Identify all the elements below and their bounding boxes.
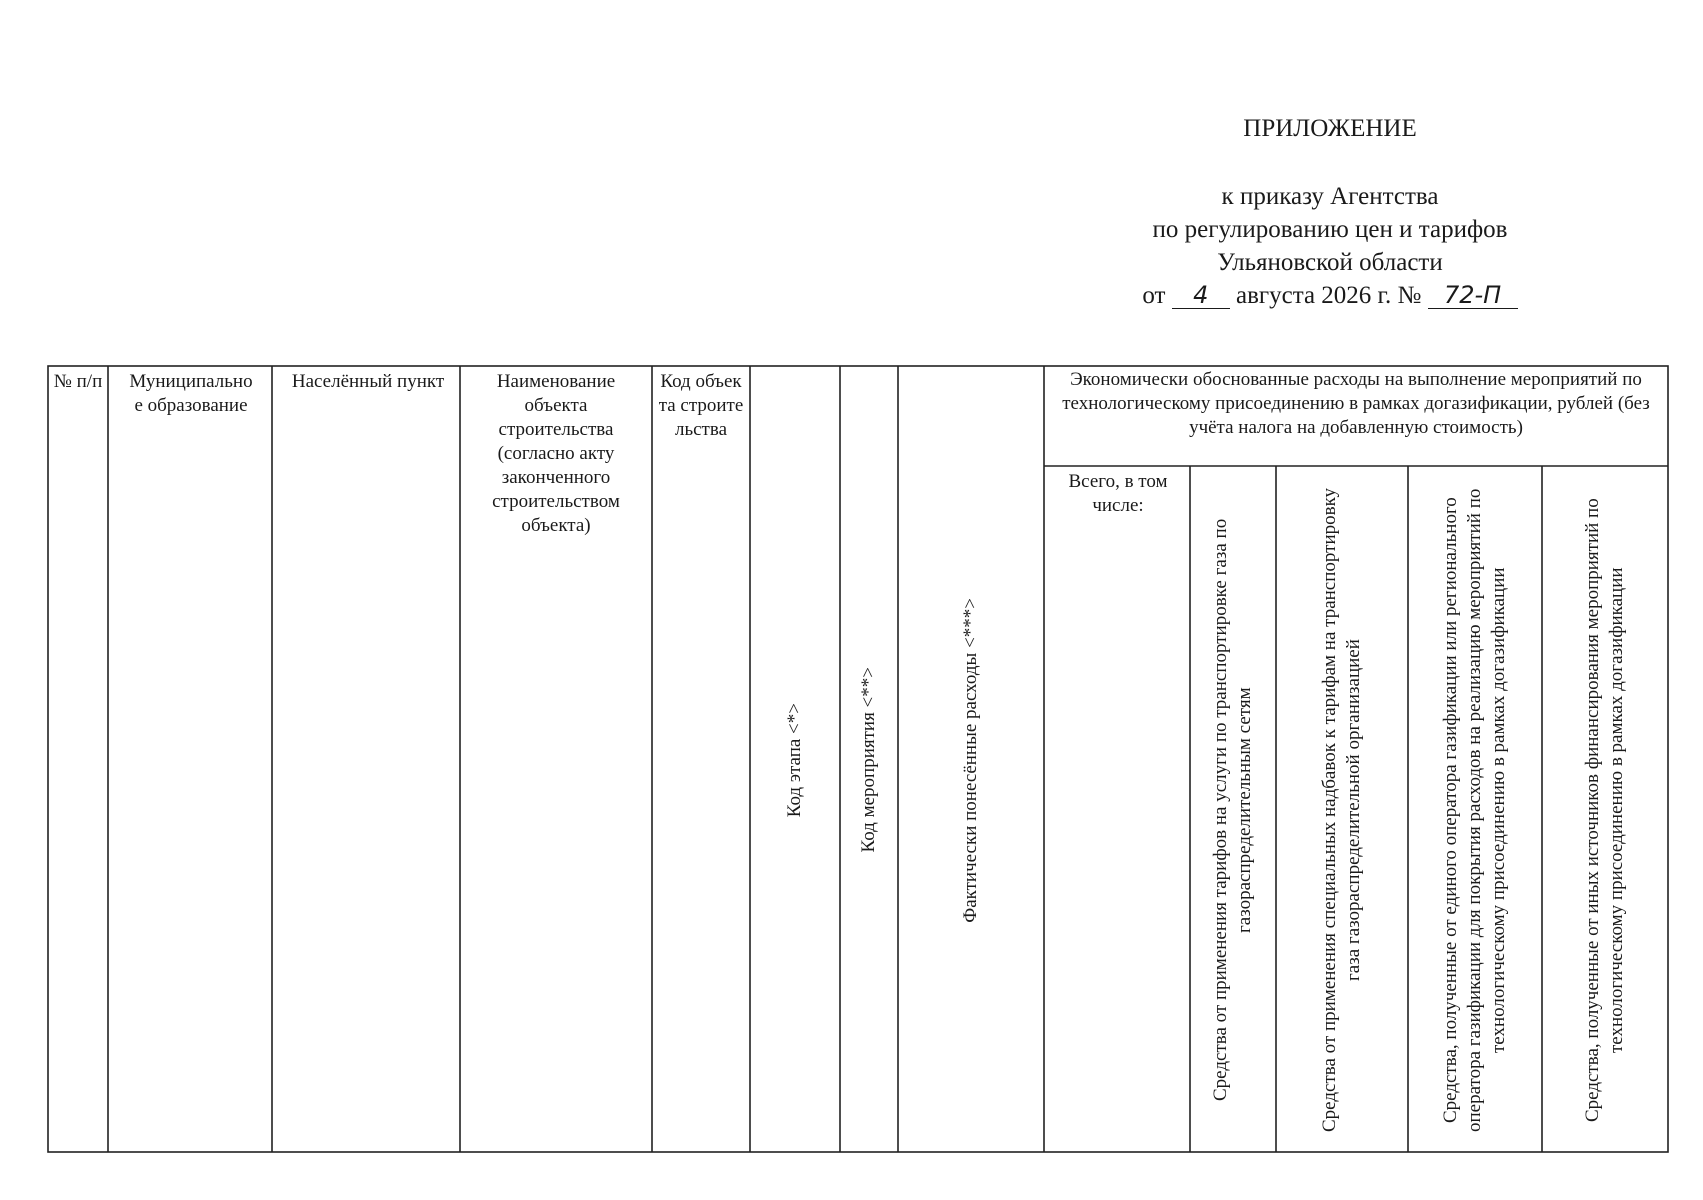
- header-sub-4-cell: [1544, 474, 1666, 1146]
- header-sub-4: Средства, полученные от иных источников финансирования мероприятий по технологическому присоединению в рамках догазификации: [1582, 498, 1627, 1122]
- header-event-code: Код мероприятия <**>: [858, 667, 879, 853]
- order-month-year: августа 2026 г. №: [1235, 282, 1422, 309]
- header-sub-2: Средства от применения специальных надбавок к тарифам на транспортировку газа газораспределительной организацией: [1319, 487, 1364, 1133]
- header-event-code-cell: [842, 400, 896, 1120]
- header-total: Всего, в том числе:: [1068, 471, 1168, 516]
- order-line-3: Ульяновской области: [1217, 249, 1443, 276]
- order-number: 72-П: [1428, 282, 1518, 309]
- header-object-name: Наименование объекта строительства (согласно акту законченного строительством объекта): [492, 371, 620, 536]
- header-actual-costs-cell: [900, 400, 1042, 1120]
- header-object-code: Код объекта строительства: [658, 371, 744, 440]
- order-day: 4: [1172, 282, 1230, 309]
- header-sub-1: Средства от применения тарифов на услуги по транспортировке газа по газораспределительным сетям: [1210, 518, 1255, 1102]
- header-settlement: Населённый пункт: [291, 371, 445, 392]
- order-line-1: к приказу Агентства: [1221, 183, 1439, 210]
- header-sub-2-cell: [1278, 474, 1406, 1146]
- header-sub-3-cell: [1410, 474, 1540, 1146]
- order-line-2: по регулированию цен и тарифов: [1152, 216, 1508, 243]
- header-group-economic-costs: Экономически обоснованные расходы на выполнение мероприятий по технологическому присоединению в рамках догазификации, рублей (без учёта налога на добавленную стоимость): [1062, 369, 1650, 438]
- header-municipality: Муниципальное образование: [129, 371, 253, 416]
- header-sub-1-cell: [1192, 474, 1274, 1146]
- header-stage-code: Код этапа <*>: [784, 702, 805, 818]
- header-num: № п/п: [53, 371, 103, 392]
- header-actual-costs: Фактически понесённые расходы <***>: [960, 597, 981, 923]
- appendix-title: ПРИЛОЖЕНИЕ: [1243, 115, 1417, 142]
- order-prefix: от: [1142, 282, 1166, 309]
- header-sub-3: Средства, полученные от единого оператора газификации или регионального оператора газификации для покрытия расходов на реализацию мероприятий по технологическому присоединению в рамках догазификации: [1440, 488, 1509, 1132]
- header-stage-code-cell: [752, 400, 838, 1120]
